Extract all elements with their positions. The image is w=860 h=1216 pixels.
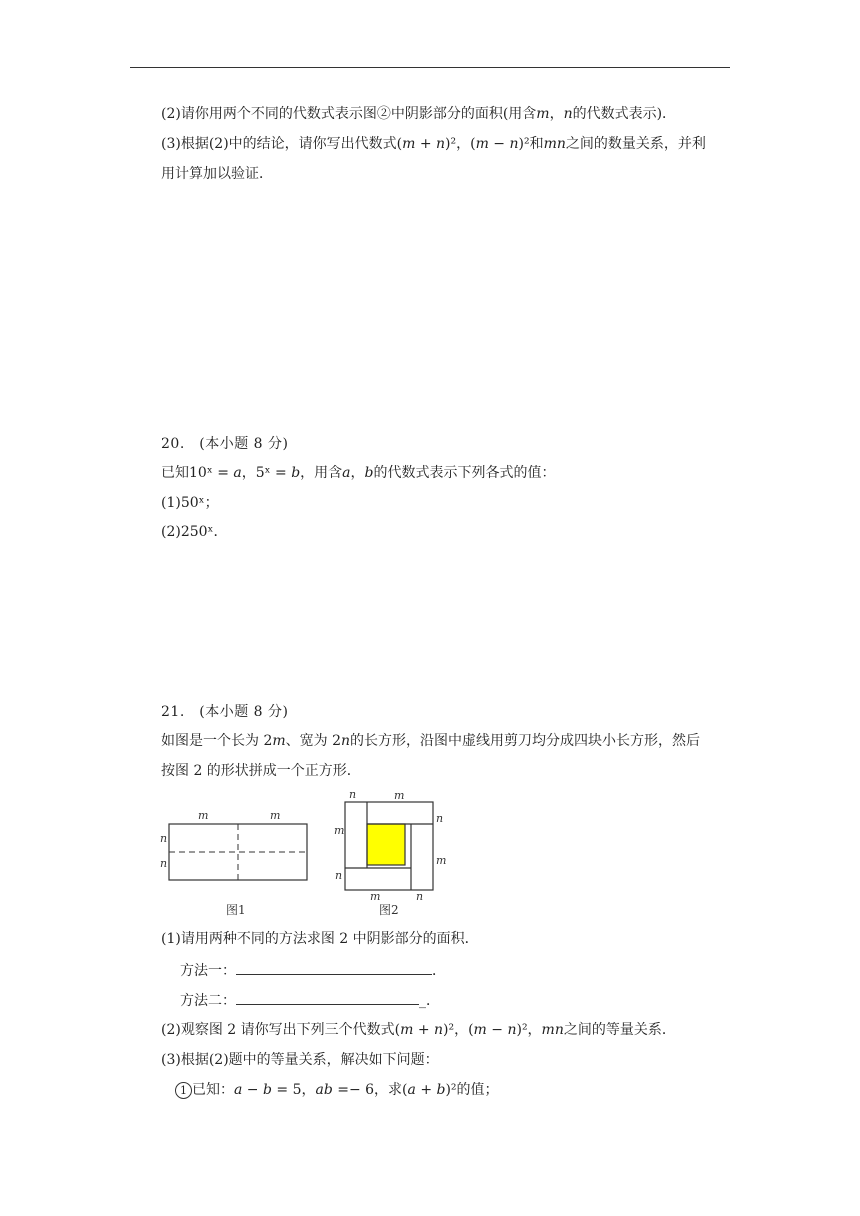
fig2-label-n-bottom: n [416,890,424,903]
fig2-shaded-square [367,824,405,865]
q21-stem-line1: 如图是一个长为 2𝑚、宽为 2𝑛的长方形，沿图中虚线用剪刀均分成四块小长方形，然后 [161,733,701,749]
method2-answer-blank[interactable] [236,990,419,1005]
q20-stem: 已知10ˣ = 𝑎，5ˣ = 𝑏，用含𝑎，𝑏的代数式表示下列各式的值： [161,465,556,481]
q21-sub1 [175,1080,499,1100]
q21-method2 [180,990,440,1011]
fig2-caption: 图2 [379,903,399,917]
method1-end: ． [432,963,446,979]
method1-label: 方法一： [180,963,236,979]
q19-part3-line2: 用计算加以验证． [161,166,273,182]
q21-heading: 21. (本小题 8 分) [161,704,289,720]
q21-sub1-text: 已知：𝑎 − 𝑏 = 5，𝑎𝑏 =− 6，求(𝑎 + 𝑏)²的值； [192,1082,499,1098]
q21-part1: (1)请用两种不同的方法求图 2 中阴影部分的面积． [161,931,479,947]
fig1-top-label-m-left: m [198,809,209,822]
method1-answer-blank[interactable] [236,960,432,975]
fig2-label-m-right: m [436,854,447,867]
q20-part1: (1)50ˣ； [161,495,219,511]
q21-method1 [180,960,446,981]
q21-stem-line2: 按图 2 的形状拼成一个正方形． [161,763,361,779]
fig1-top-label-m-right: m [270,809,281,822]
fig1-caption: 图1 [226,903,246,917]
fig2-label-n-left: n [335,869,343,882]
method2-end: _． [419,993,440,1009]
fig2-label-n-top: n [349,788,357,801]
fig1-left-label-n-top: n [160,832,168,845]
q19-part3-line1: (3)根据(2)中的结论，请你写出代数式(𝑚 + 𝑛)²，(𝑚 − 𝑛)²和𝑚𝑛之间的数量关系，并利 [161,136,706,152]
q20-heading: 20. (本小题 8 分) [161,436,289,452]
fig1-left-label-n-bottom: n [160,857,168,870]
header-rule [130,67,730,68]
fig2-label-m-left: m [334,824,345,837]
method2-label: 方法二： [180,993,236,1009]
circled-number-1: 1 [175,1082,192,1099]
fig2-label-n-right: n [436,812,444,825]
figure-area [150,786,470,918]
q19-part2: (2)请你用两个不同的代数式表示图②中阴影部分的面积(用含𝑚，𝑛的代数式表示)． [161,106,677,122]
q21-part2: (2)观察图 2 请你写出下列三个代数式(𝑚 + 𝑛)²，(𝑚 − 𝑛)²，𝑚𝑛之间的等量关系． [161,1022,676,1038]
q21-part3: (3)根据(2)题中的等量关系，解决如下问题： [161,1052,439,1068]
rectangles-figure [150,786,470,918]
q20-part2: (2)250ˣ． [161,524,228,540]
fig2-label-m-top: m [394,789,405,802]
fig2-label-m-bottom: m [370,890,381,903]
